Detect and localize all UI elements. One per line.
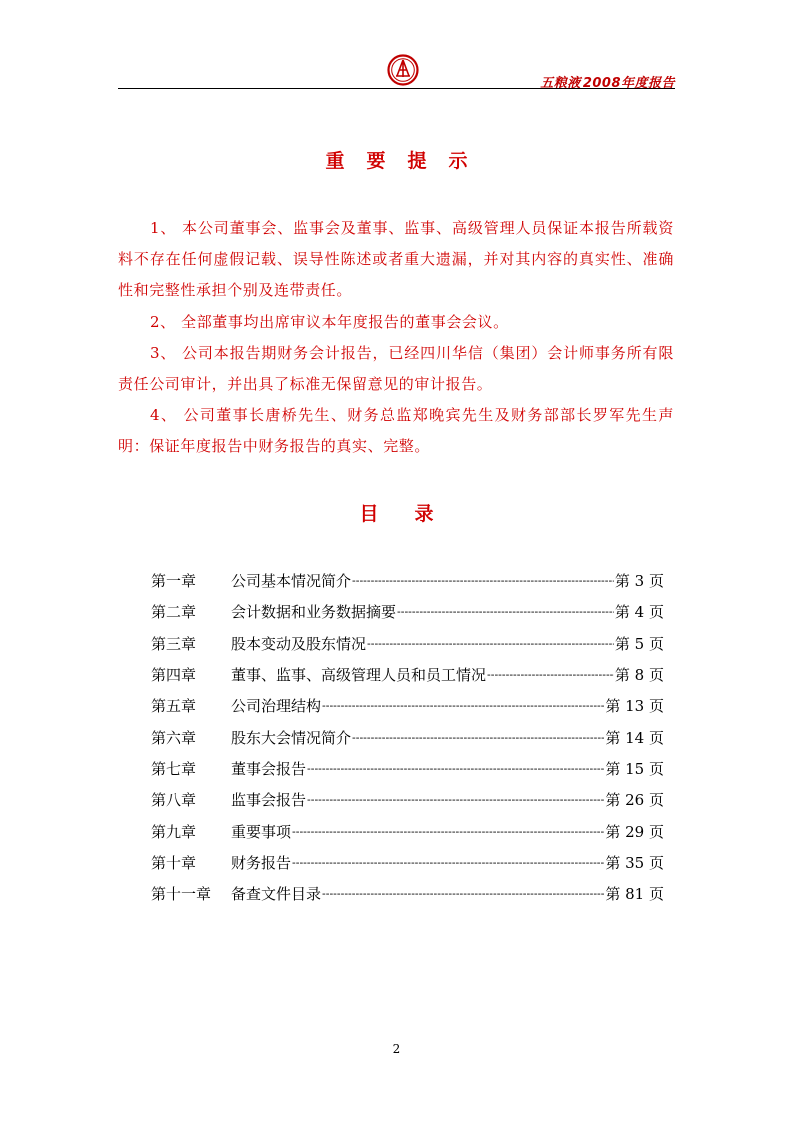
toc-page: 第 81 页: [605, 885, 664, 904]
toc-chapter: 第四章: [151, 666, 197, 685]
header-divider: [118, 88, 675, 89]
toc-chapter: 第二章: [151, 603, 197, 622]
notice-item: 2、 全部董事均出席审议本年度报告的董事会会议。: [150, 312, 509, 331]
toc-chapter: 第六章: [151, 728, 197, 747]
toc-leader: [322, 887, 604, 900]
toc-title: 备查文件目录: [231, 885, 322, 904]
notice-list: [118, 213, 674, 463]
toc-row[interactable]: [151, 847, 664, 878]
toc-chapter: 第七章: [151, 759, 197, 778]
toc-row[interactable]: [151, 565, 664, 596]
toc-page: 第 14 页: [605, 728, 664, 747]
toc-page: 第 3 页: [614, 572, 664, 591]
notice-item: 3、 公司本报告期财务会计报告，已经四川华信（集团）会计师事务所有限责任公司审计，并出具了标准无保留意见的审计报告。: [118, 343, 674, 394]
toc-title: 会计数据和业务数据摘要: [231, 603, 397, 622]
toc-chapter: 第九章: [151, 822, 197, 841]
toc-chapter: 第一章: [151, 572, 197, 591]
toc-chapter: 第十一章: [151, 885, 212, 904]
toc-title: 公司治理结构: [231, 697, 322, 716]
toc-title: 监事会报告: [231, 791, 307, 810]
toc-leader: [307, 793, 604, 806]
toc-title: 重要事项: [231, 822, 292, 841]
brand-mark: 五粮液: [540, 76, 581, 91]
report-title: 2008年度报告: [582, 76, 675, 91]
toc-page: 第 8 页: [614, 666, 664, 685]
toc-row[interactable]: [151, 596, 664, 627]
toc-row[interactable]: [151, 690, 664, 721]
toc-row[interactable]: [151, 815, 664, 846]
toc-row[interactable]: [151, 784, 664, 815]
toc-page: 第 35 页: [605, 853, 664, 872]
toc-page: 第 15 页: [605, 759, 664, 778]
toc-title: 公司基本情况简介: [231, 572, 352, 591]
toc-leader: [367, 637, 614, 650]
toc-row[interactable]: [151, 753, 664, 784]
toc-chapter: 第八章: [151, 791, 197, 810]
toc-title: 财务报告: [231, 853, 292, 872]
toc-page: 第 13 页: [605, 697, 664, 716]
toc-chapter: 第三章: [151, 634, 197, 653]
toc-title: 股东大会情况简介: [231, 728, 352, 747]
toc-leader: [292, 856, 604, 869]
toc-row[interactable]: [151, 659, 664, 690]
toc-leader: [397, 605, 614, 618]
page-number: 2: [392, 1042, 401, 1056]
toc-row[interactable]: [151, 878, 664, 909]
toc-page: 第 29 页: [605, 822, 664, 841]
notice-heading: 重要提示: [325, 150, 490, 172]
wuliangye-logo-icon: [387, 54, 419, 86]
table-of-contents: [151, 565, 664, 909]
toc-chapter: 第十章: [151, 853, 197, 872]
toc-leader: [352, 574, 614, 587]
toc-leader: [322, 699, 604, 712]
toc-chapter: 第五章: [151, 697, 197, 716]
toc-leader: [352, 731, 604, 744]
toc-title: 董事、监事、高级管理人员和员工情况: [231, 666, 487, 685]
toc-row[interactable]: [151, 721, 664, 752]
toc-page: 第 26 页: [605, 791, 664, 810]
notice-item: 4、 公司董事长唐桥先生、财务总监郑晚宾先生及财务部部长罗军先生声明：保证年度报告中财务报告的真实、完整。: [118, 406, 674, 456]
toc-title: 股本变动及股东情况: [231, 634, 367, 653]
toc-leader: [487, 668, 614, 681]
toc-row[interactable]: [151, 628, 664, 659]
toc-page: 第 5 页: [614, 634, 664, 653]
toc-heading: 目录: [359, 503, 470, 525]
toc-leader: [307, 762, 604, 775]
toc-leader: [292, 825, 604, 838]
toc-title: 董事会报告: [231, 759, 307, 778]
notice-item: 1、 本公司董事会、监事会及董事、监事、高级管理人员保证本报告所载资料不存在任何虚假记载、误导性陈述或者重大遗漏，并对其内容的真实性、准确性和完整性承担个别及连带责任。: [118, 219, 674, 300]
toc-page: 第 4 页: [614, 603, 664, 622]
